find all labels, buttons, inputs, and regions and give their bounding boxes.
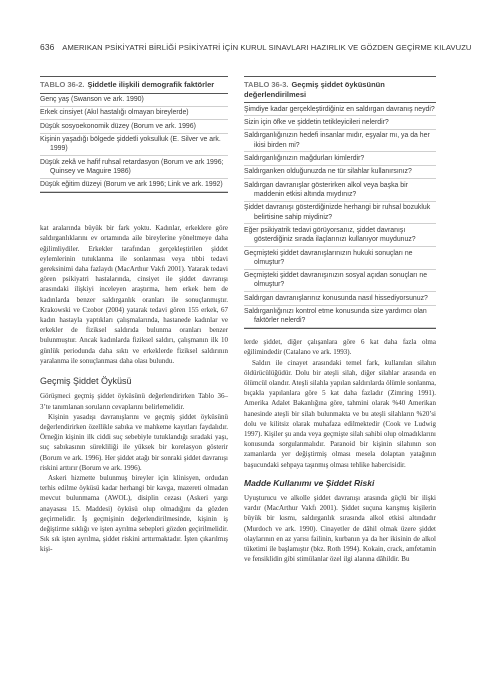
page-number: 636 — [40, 42, 55, 52]
paragraph: Askeri hizmette bulunmuş bireyler için klinisyen, ordudan terhis edilme öyküsü kadar herhangi bir kavga, mazereti olmadan mevcut bulunmama (AWOL), disiplin cezası (Askeri yargı anayasası 15. Maddesi) öyküsü olup olmadığını da gözden geçirmelidir. İş geçmişinin değerlendirilmesinde, kişinin iş değiştirme sıklığı ve işten ayrılma sebepleri gözden geçirilmelidir. Sık sık işten ayrılma, şiddet riskini arttırmaktadır. İşten çıkarılmış kişi- — [40, 473, 228, 554]
right-body-text — [244, 337, 436, 564]
table-label: TABLO 36-3. — [244, 80, 289, 89]
paragraph: kat aralarında büyük bir fark yoktu. Kadınlar, erkeklere göre saldırganlıklarını ev ortamında aile bireylerine yöneltmeye daha eğilimliydiler. Erkekler tarafından gerçekleştirilen şiddet eylemlerinin tutuklanma ile sonlanması veya tıbbi tedavi gereksinimi daha fazlaydı (MacArthur Vakfı 2001). Yatarak tedavi gören psikiyatri hastalarında, cinsiyet ile şiddet davranışı arasındaki ilişkiyi inceleyen araştırma, hem erkek hem de kadınlarda benzer saldırganlık oranları ile sonuçlanmıştır. Krakowski ve Czobor (2004) yatarak tedavi gören 155 erkek, 67 kadın hastayla yaptıkları çalışmalarında, hastanede kadınlar ve erkekler de fiziksel saldırıda bulunma oranları benzer bulunmuştur. Ancak kadınlarda fiziksel saldırı, çalışmanın ilk 10 günlük periodunda daha sıktı ve erkeklerde fiziksel saldırının yaralanma ile sonuçlanması daha olası bulundu. — [40, 224, 228, 365]
demographic-factors-table — [40, 76, 228, 193]
table-row: Şiddet davranışı gösterdiğinizde herhangi bir ruhsal bozukluk belirtisine sahip miydiniz? — [244, 202, 436, 225]
violence-history-table — [244, 76, 436, 329]
paragraph: Görüşmeci geçmiş şiddet öyküsünü değerlendirirken Tablo 36–3’te tanımlanan soruların cevaplarını belirlemelidir. — [40, 392, 228, 411]
left-column — [40, 76, 228, 555]
paragraph: lerde şiddet, diğer çalışanlara göre 6 kat daha fazla olma eğilimindedir (Catalano ve ark. 1993). — [244, 338, 436, 357]
table-row: Saldırganlığınızı kontrol etme konusunda size yardımcı olan faktörler nelerdi? — [244, 306, 436, 329]
table-row: Saldırganken olduğunuzda ne tür silahlar kullanırsınız? — [244, 166, 436, 179]
table-caption: Şiddetle ilişkili demografik faktörler — [87, 80, 215, 89]
table-row: Saldırganlığınızın mağdurları kimlerdir? — [244, 152, 436, 165]
left-body-text — [40, 223, 228, 554]
table-row: Geçmişteki şiddet davranışınızın sosyal açıdan sonuçları ne olmuştur? — [244, 270, 436, 293]
table-row: Saldırganlığınızın hedefi insanlar mıdır, eşyalar mı, ya da her ikisi birden mi? — [244, 130, 436, 153]
section-heading: Madde Kullanımı ve Şiddet Riski — [244, 477, 375, 488]
paragraph: Kişinin yasadışı davranışlarını ve geçmiş şiddet öyküsünü değerlendirirken özellikle sabıka ve mahkeme kayıtları faydalıdır. Örneğin kişinin ilk ciddi suç sebebiyle tutuklandığı sıradaki yaşı, suç sabıkasının sürekliliği ile yüksek bir korelasyon gösterir (Borum ve ark. 1996). Her şiddet atağı bir sonraki şiddet davranışı riskini arttırır (Borum ve ark. 1996). — [40, 412, 228, 472]
running-header — [40, 42, 472, 52]
table-row: Saldırgan davranışlar gösterirken alkol veya başka bir maddenin etkisi altında mıydınız? — [244, 179, 436, 202]
table-label: TABLO 36-2. — [40, 80, 85, 89]
table-row: Kişinin yaşadığı bölgede şiddetli yoksulluk (E. Silver ve ark. 1999) — [40, 134, 228, 157]
table-row: Düşük zekâ ve hafif ruhsal retardasyon (Borum ve ark 1996; Quinsey ve Maguire 1986) — [40, 156, 228, 179]
table-row: Saldırgan davranışlarınız konusunda nasıl hissediyorsunuz? — [244, 292, 436, 305]
table-row: Eğer psikiyatrik tedavi görüyorsanız, şiddet davranışı gösterdiğiniz sırada ilaçlarınızı kullanıyor muydunuz? — [244, 224, 436, 247]
right-column — [244, 76, 436, 564]
running-title: AMERIKAN PSİKİYATRİ BİRLİĞİ PSİKİYATRİ İÇİN KURUL SINAVLARI HAZIRLIK VE GÖZDEN GEÇİRME KILAVUZU — [62, 43, 472, 52]
table-bottom-rule — [244, 327, 436, 329]
table-row: Şimdiye kadar gerçekleştirdiğiniz en saldırgan davranış neydi? — [244, 103, 436, 116]
table-row: Genç yaş (Swanson ve ark. 1990) — [40, 94, 228, 107]
table-bottom-rule — [40, 191, 228, 193]
section-heading: Geçmiş Şiddet Öyküsü — [40, 376, 132, 387]
table-title — [244, 76, 436, 103]
table-row: Düşük sosyoekonomik düzey (Borum ve ark. 1996) — [40, 120, 228, 133]
table-row: Geçmişteki şiddet davranışlarınızın hukuki sonuçları ne olmuştur? — [244, 247, 436, 270]
paragraph: Saldırı ile cinayet arasındaki temel fark, kullanılan silahın öldürücülüğüdür. Dolu bir ateşli silah, diğer silahlar arasında en ölümcül olandır. Ateşli silahla yapılan saldırılarda ölümle sonlanma, bıçakla yapılanlara göre 5 kat daha fazladır (Zimring 1991). Amerika Adalet Bakanlığına göre, tahmini olarak %40 Amerikan hanesinde ateşli bir silah bulunmakta ve bu ateşli silahların %20’si dolu ve kilitsiz olarak muhafaza edilmektedir (Cook ve Ludwig 1997). Kişiler şu anda veya geçmişte silah sahibi olup olmadıklarını konusunda sorgulanmalıdır. Paranoid bir kişinin silahının son zamanlarda yer değiştirmiş olması mesela dolaptan yatağının başucundaki sehpaya taşınmış olması tehlike habercisidir. — [244, 358, 436, 469]
table-row: Düşük eğitim düzeyi (Borum ve ark 1996; Link ve ark. 1992) — [40, 179, 228, 192]
table-row: Erkek cinsiyet (Akıl hastalığı olmayan bireylerde) — [40, 107, 228, 120]
table-caption: Geçmiş şiddet öyküsünün değerlendirilmesi — [244, 80, 385, 99]
table-row: Sizin için öfke ve şiddetin tetikleyicileri nelerdir? — [244, 116, 436, 129]
table-title — [40, 76, 228, 94]
paragraph: Uyuşturucu ve alkolle şiddet davranışı arasında güçlü bir ilişki vardır (MacArthur Vakfı 2001). Şiddet suçuna karışmış kişilerin büyük bir kısmı, saldırganlık sırasında alkol etkisi altındadır (Murdoch ve ark. 1990). Cinayetler de dâhil olmak üzere şiddet olaylarının en az yarısı failinin, kurbanın ya da her ikisinin de alkol tüketimi ile başlamıştır (bkz. Roth 1994). Kokain, crack, amfetamin ve fensiklidin gibi stimülanlar özel ilgi alanına dâhildir. Bu — [244, 493, 436, 564]
